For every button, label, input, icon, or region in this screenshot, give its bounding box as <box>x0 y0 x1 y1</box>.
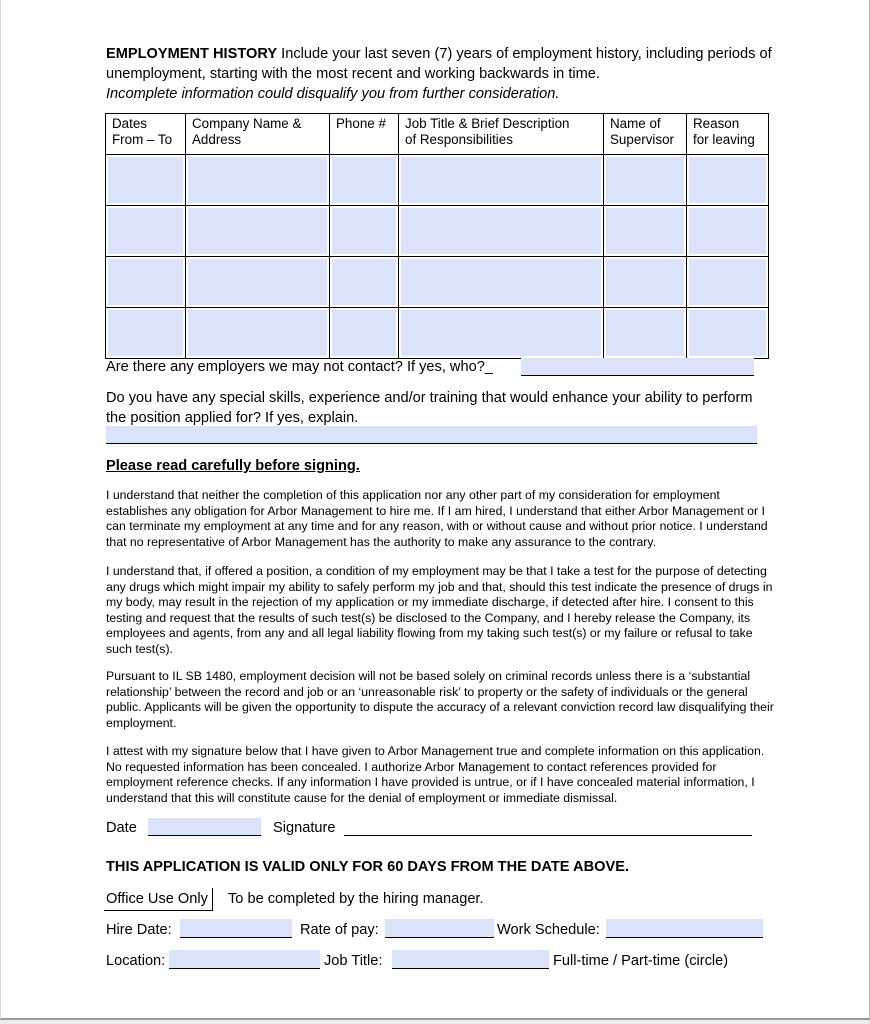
supervisor-input[interactable] <box>606 208 684 254</box>
reason-input[interactable] <box>689 259 766 305</box>
office-use-note: To be completed by the hiring manager. <box>228 891 484 907</box>
attestation-paragraph: I attest with my signature below that I have given to Arbor Management true and complete information on this application. No requested information has been concealed. I authorize Arbor Management to contact references provided for employment reference checks. If any information I have provided is untrue, or if I have concealed material information, I understand that this will constitute cause for the denial of employment or immediate dismissal. <box>106 744 765 805</box>
phone-input[interactable] <box>332 157 396 203</box>
fulltime-parttime-label: Full-time / Part-time (circle) <box>553 953 729 969</box>
employment-history-intro <box>106 44 786 104</box>
company-input[interactable] <box>188 259 327 305</box>
table-row <box>106 155 769 206</box>
company-input[interactable] <box>188 208 327 254</box>
company-input[interactable] <box>188 310 327 356</box>
job-title-office-input[interactable] <box>392 950 549 969</box>
dates-input[interactable] <box>108 208 183 254</box>
rate-of-pay-label: Rate of pay: <box>300 922 379 938</box>
validity-notice: THIS APPLICATION IS VALID ONLY FOR 60 DAYS FROM THE DATE ABOVE. <box>106 859 629 875</box>
job-title-input[interactable] <box>401 310 601 356</box>
job-title-input[interactable] <box>401 259 601 305</box>
date-input[interactable] <box>148 818 261 836</box>
phone-input[interactable] <box>332 259 396 305</box>
work-schedule-input[interactable] <box>606 919 763 938</box>
terms-paragraph: I understand that neither the completion of this application nor any other part of my consideration for employment establishes any obligation for Arbor Management to hire me. If I am hired, I understand that either Arbor Management or I can terminate my employment at any time and for any reason, with or without cause and without prior notice. I understand that no representative of Arbor Management has the authority to make any assurance to the contrary. <box>106 488 768 549</box>
table-row <box>106 206 769 257</box>
drug-test-paragraph: I understand that, if offered a position, a condition of my employment may be that I take a test for the purpose of detecting any drugs which might impair my ability to safely perform my job and that, should this test indicate the presence of drugs in my body, may result in the rejection of my application or my immediate discharge, if detected after hire. I consent to this testing and request that the results of such test(s) be disclosed to the Company, and I hereby release the Company, its employees and agents, from any and all legal liability flowing from my taking such test(s) or my failure or refusal to take such test(s). <box>106 564 773 656</box>
col-header-supervisor: Name of Supervisor <box>604 114 687 155</box>
company-input[interactable] <box>188 157 327 203</box>
criminal-record-paragraph: Pursuant to IL SB 1480, employment decision will not be based solely on criminal records unless there is a ‘substantial relationship’ between the record and job or an ‘unreasonable risk’ to property or the safety of individuals or the general public. Applicants will be given the opportunity to dispute the accuracy of a relevant conviction record law disqualifying their employment. <box>106 669 774 730</box>
reason-input[interactable] <box>689 208 766 254</box>
location-input[interactable] <box>169 950 320 969</box>
phone-input[interactable] <box>332 310 396 356</box>
reason-input[interactable] <box>689 310 766 356</box>
dates-input[interactable] <box>108 157 183 203</box>
no-contact-question: Are there any employers we may not contact? If yes, who?_ <box>106 359 493 375</box>
supervisor-input[interactable] <box>606 310 684 356</box>
signature-line[interactable] <box>344 818 752 836</box>
supervisor-input[interactable] <box>606 157 684 203</box>
employment-history-table <box>105 113 769 359</box>
job-title-input[interactable] <box>401 208 601 254</box>
date-label: Date <box>106 820 137 836</box>
job-title-input[interactable] <box>401 157 601 203</box>
no-contact-input[interactable] <box>521 358 754 376</box>
job-title-label: Job Title: <box>324 953 383 969</box>
employment-history-note: Incomplete information could disqualify you from further consideration. <box>106 86 560 102</box>
employment-history-heading: EMPLOYMENT HISTORY <box>106 46 278 62</box>
col-header-dates: Dates From – To <box>106 114 186 155</box>
col-header-reason: Reason for leaving <box>687 114 769 155</box>
rate-of-pay-input[interactable] <box>385 919 494 938</box>
work-schedule-label: Work Schedule: <box>497 922 600 938</box>
skills-question: Do you have any special skills, experience and/or training that would enhance your ability to perform the position applied for? If yes, explain. <box>106 390 753 426</box>
signing-heading: Please read carefully before signing. <box>106 458 360 474</box>
col-header-phone: Phone # <box>330 114 399 155</box>
table-row <box>106 308 769 359</box>
supervisor-input[interactable] <box>606 259 684 305</box>
dates-input[interactable] <box>108 310 183 356</box>
phone-input[interactable] <box>332 208 396 254</box>
table-header-row <box>106 114 769 155</box>
office-use-box: Office Use Only <box>104 888 213 911</box>
col-header-company: Company Name & Address <box>186 114 330 155</box>
location-label: Location: <box>106 953 166 969</box>
table-row <box>106 257 769 308</box>
employment-history-instructions: Include your last seven (7) years of employment history, including periods of unemployment, starting with the most recent and working backwards in time. <box>106 46 772 82</box>
hire-date-input[interactable] <box>180 919 292 938</box>
reason-input[interactable] <box>689 157 766 203</box>
dates-input[interactable] <box>108 259 183 305</box>
signature-label: Signature <box>273 820 336 836</box>
skills-input[interactable] <box>106 426 757 444</box>
col-header-job-title: Job Title & Brief Description of Responsibilities <box>399 114 604 155</box>
hire-date-label: Hire Date: <box>106 922 172 938</box>
